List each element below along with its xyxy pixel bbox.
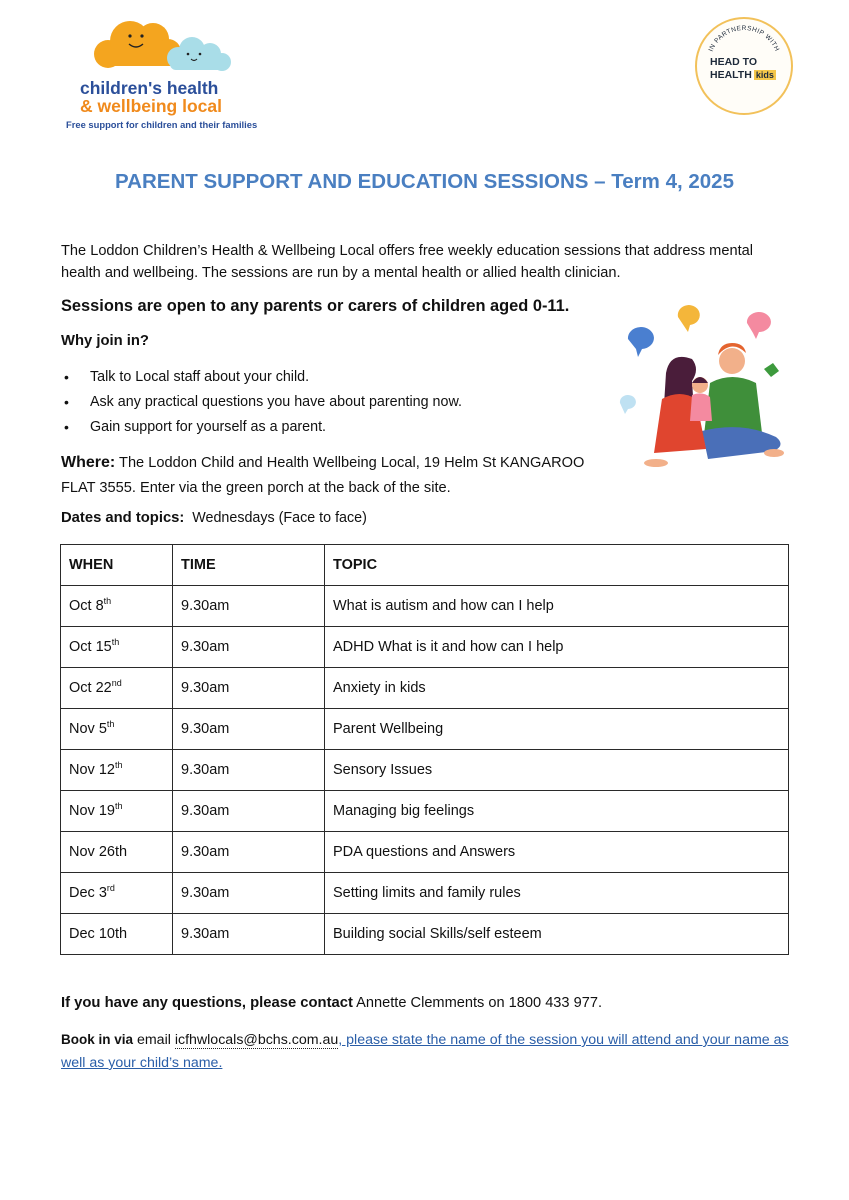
logo-tagline: Free support for children and their families (66, 119, 258, 130)
table-header-row (61, 545, 789, 586)
badge-line-1: HEAD TO (710, 56, 758, 68)
header-time: TIME (173, 545, 325, 586)
benefits-list (61, 368, 462, 443)
cell-topic: Setting limits and family rules (325, 873, 789, 914)
table-row (61, 914, 789, 955)
cell-topic: Sensory Issues (325, 750, 789, 791)
page-title: PARENT SUPPORT AND EDUCATION SESSIONS – Term 4, 2025 (115, 170, 734, 193)
table-row (61, 791, 789, 832)
cell-when: Nov 5th (61, 709, 173, 750)
cell-when: Oct 15th (61, 627, 173, 668)
cell-time: 9.30am (173, 832, 325, 873)
cell-when: Dec 10th (61, 914, 173, 955)
family-illustration (614, 303, 796, 485)
cell-topic: Managing big feelings (325, 791, 789, 832)
contact-text: Annette Clemments on 1800 433 977. (356, 995, 602, 1011)
cell-topic: Building social Skills/self esteem (325, 914, 789, 955)
where-label: Where: (61, 454, 116, 471)
table-row (61, 873, 789, 914)
cell-time: 9.30am (173, 709, 325, 750)
schedule-table (60, 544, 789, 955)
list-item: • Ask any practical questions you have about parenting now. (61, 393, 462, 418)
booking-info (61, 1028, 791, 1075)
table-row (61, 832, 789, 873)
cell-when: Nov 19th (61, 791, 173, 832)
booking-link[interactable]: , please state the name of the session you will attend and your name as well as your child’s name. (61, 1032, 789, 1071)
why-join-heading: Why join in? (61, 333, 149, 349)
cell-when: Dec 3rd (61, 873, 173, 914)
eligibility-statement: Sessions are open to any parents or carers of children aged 0-11. (61, 297, 570, 315)
badge-kids: kids (755, 70, 774, 80)
cell-time: 9.30am (173, 914, 325, 955)
blue-cloud-icon (167, 37, 231, 71)
badge-line-2: HEALTH kids (710, 69, 774, 81)
cell-time: 9.30am (173, 873, 325, 914)
booking-email[interactable]: icfhwlocals@bchs.com.au (174, 1032, 339, 1048)
table-row (61, 586, 789, 627)
dates-text: Wednesdays (Face to face) (192, 510, 367, 526)
badge-arc-text: IN PARTNERSHIP WITH (707, 24, 781, 53)
list-item: • Talk to Local staff about your child. (61, 368, 462, 393)
cell-time: 9.30am (173, 750, 325, 791)
cell-when: Oct 22nd (61, 668, 173, 709)
cell-time: 9.30am (173, 791, 325, 832)
cell-time: 9.30am (173, 586, 325, 627)
table-row (61, 709, 789, 750)
cell-topic: PDA questions and Answers (325, 832, 789, 873)
table-row (61, 668, 789, 709)
cell-when: Nov 26th (61, 832, 173, 873)
cell-time: 9.30am (173, 627, 325, 668)
where-text: The Loddon Child and Health Wellbeing Local, 19 Helm St KANGAROO FLAT 3555. Enter via the green porch at the back of the site. (61, 455, 585, 496)
book-email-prefix: email (136, 1032, 171, 1048)
intro-paragraph: The Loddon Children’s Health & Wellbeing Local offers free weekly education sessions that address mental health and wellbeing. The sessions are run by a mental health or allied health clinician. (61, 243, 753, 281)
location-info (61, 450, 601, 501)
table-row (61, 750, 789, 791)
cell-when: Oct 8th (61, 586, 173, 627)
dates-label: Dates and topics: (61, 510, 185, 526)
logo-line-2: & wellbeing local (80, 96, 222, 116)
cell-topic: ADHD What is it and how can I help (325, 627, 789, 668)
logo-line-1: children's health (80, 78, 219, 98)
dates-info (61, 510, 367, 526)
cell-topic: Parent Wellbeing (325, 709, 789, 750)
book-label: Book in via (61, 1032, 134, 1047)
header-topic: TOPIC (325, 545, 789, 586)
cell-when: Nov 12th (61, 750, 173, 791)
cell-time: 9.30am (173, 668, 325, 709)
cell-topic: What is autism and how can I help (325, 586, 789, 627)
cell-topic: Anxiety in kids (325, 668, 789, 709)
list-item: • Gain support for yourself as a parent. (61, 418, 462, 443)
contact-info (61, 995, 602, 1011)
table-row (61, 627, 789, 668)
contact-label: If you have any questions, please contact (61, 995, 353, 1011)
header-when: WHEN (61, 545, 173, 586)
